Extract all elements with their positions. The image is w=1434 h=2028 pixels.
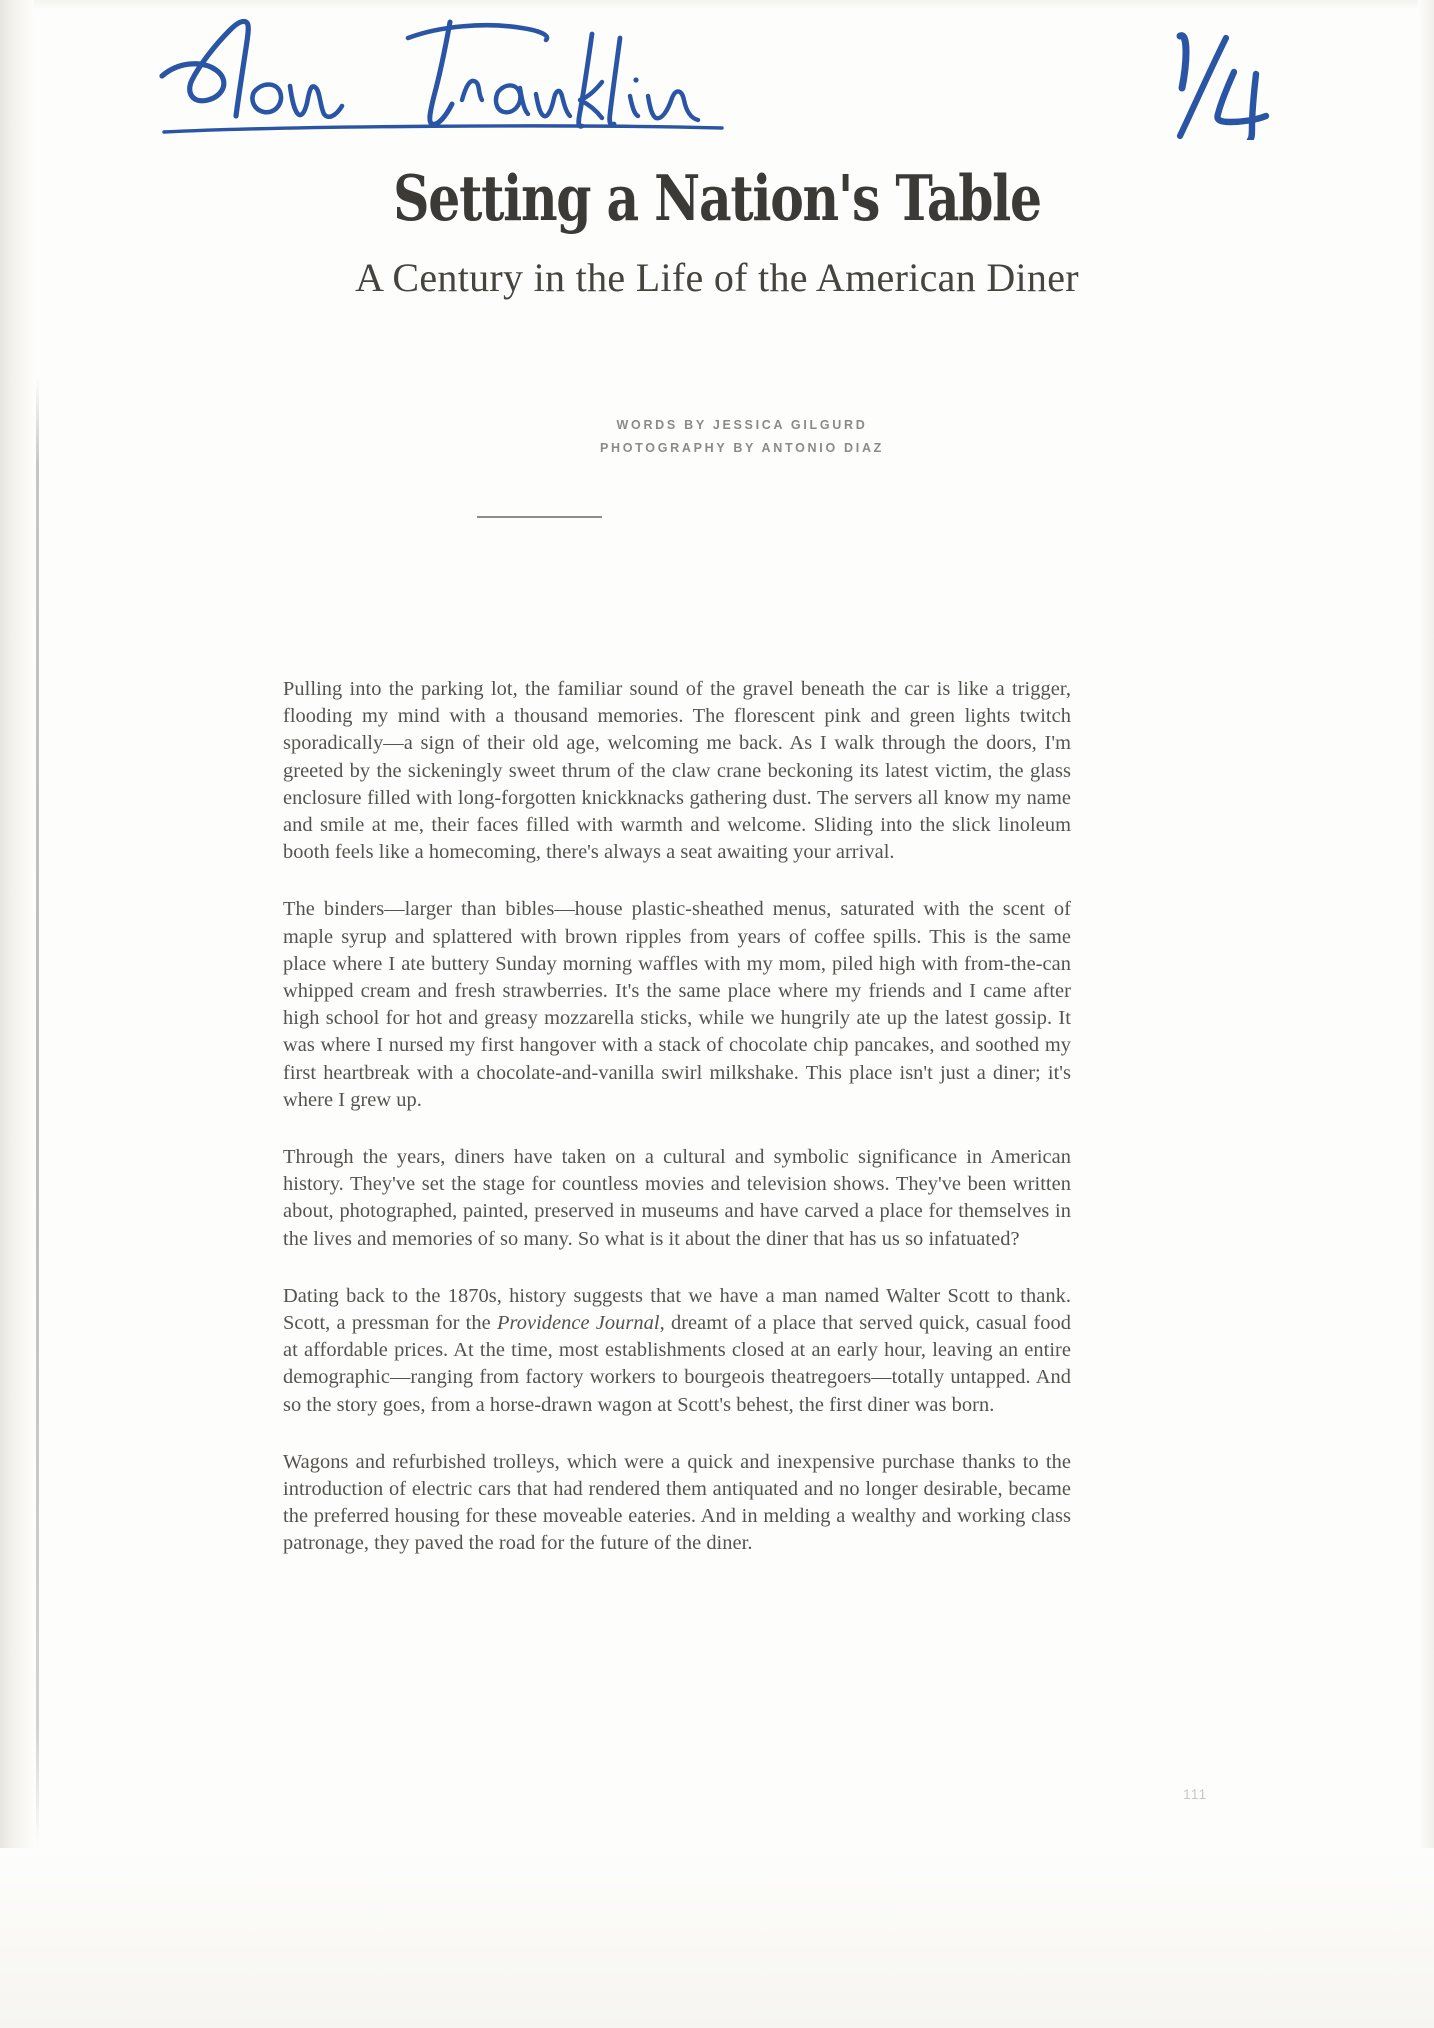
scan-bottom-edge-shadow xyxy=(0,1848,1434,2028)
citation-text-before: Dating back to the 1870s, history suggests that we have a man named Walter Scott to thank. Scott, a pressman for the xyxy=(283,1284,1071,1335)
section-divider-rule xyxy=(477,516,602,518)
handwritten-signature-icon xyxy=(150,4,770,144)
scan-fold-crease xyxy=(36,378,39,1846)
page-number: 111 xyxy=(1183,1786,1208,1802)
page-title: Setting a Nation's Table xyxy=(393,161,1041,235)
credit-words: WORDS BY JESSICA GILGURD xyxy=(616,418,868,432)
page-subtitle: A Century in the Life of the American Diner xyxy=(355,254,1079,300)
scan-left-edge-shadow xyxy=(0,0,34,2028)
scan-top-edge-shadow xyxy=(0,0,1434,10)
handwritten-page-marker-icon xyxy=(1150,10,1300,140)
publication-title: Providence Journal xyxy=(496,1312,660,1335)
citation-text-after: , dreamt of a place that served quick, casual food at affordable prices. At the time, most establishments closed at an early hour, leaving an entire demographic—ranging from factory workers to bourgeois theatregoers—totally untapped. And so the story goes, from a horse-drawn wagon at Scott's behest, the first diner was born. xyxy=(283,1312,1072,1416)
body-paragraph: The binders—larger than bibles—house plastic-sheathed menus, saturated with the scent of maple syrup and splattered with brown ripples from years of coffee spills. This is the same place where I ate buttery Sunday morning waffles with my mom, piled high with from-the-can whipped cream and fresh strawberries. It's the same place where my friends and I came after high school for hot and greasy mozzarella sticks, while we hungrily ate up the latest gossip. It was where I nursed my first hangover with a stack of chocolate chip pancakes, and soothed my first heartbreak with a chocolate-and-vanilla swirl milkshake. This place isn't just a diner; it's where I grew up. xyxy=(283,898,1071,1111)
credits-block xyxy=(0,414,1434,460)
body-paragraph: Pulling into the parking lot, the familiar sound of the gravel beneath the car is like a trigger, flooding my mind with a thousand memories. The florescent pink and green lights twitch sporadically—a sign of their old age, welcoming me back. As I walk through the doors, I'm greeted by the sickeningly sweet thrum of the claw crane beckoning its latest victim, the glass enclosure filled with long-forgotten knickknacks gathering dust. The servers all know my name and smile at me, their faces filled with warmth and welcome. Sliding into the slick linoleum booth feels like a homecoming, there's always a seat awaiting your arrival. xyxy=(283,678,1071,864)
body-paragraph: Wagons and refurbished trolleys, which were a quick and inexpensive purchase thanks to the introduction of electric cars that had rendered them antiquated and no longer desirable, became the preferred housing for these moveable eateries. And in melding a wealthy and working class patronage, they paved the road for the future of the diner. xyxy=(283,1450,1071,1555)
credit-photography: PHOTOGRAPHY BY ANTONIO DIAZ xyxy=(599,441,885,456)
article-body xyxy=(283,676,1071,1558)
headline-block xyxy=(0,161,1434,300)
scan-right-edge-shadow xyxy=(1418,0,1434,2028)
body-paragraph-with-citation xyxy=(283,1283,1071,1419)
body-paragraph: Through the years, diners have taken on a cultural and symbolic significance in American history. They've set the stage for countless movies and television shows. They've been written about, photographed, painted, preserved in museums and have carved a place for themselves in the lives and memories of so many. So what is it about the diner that has us so infatuated? xyxy=(283,1146,1071,1250)
